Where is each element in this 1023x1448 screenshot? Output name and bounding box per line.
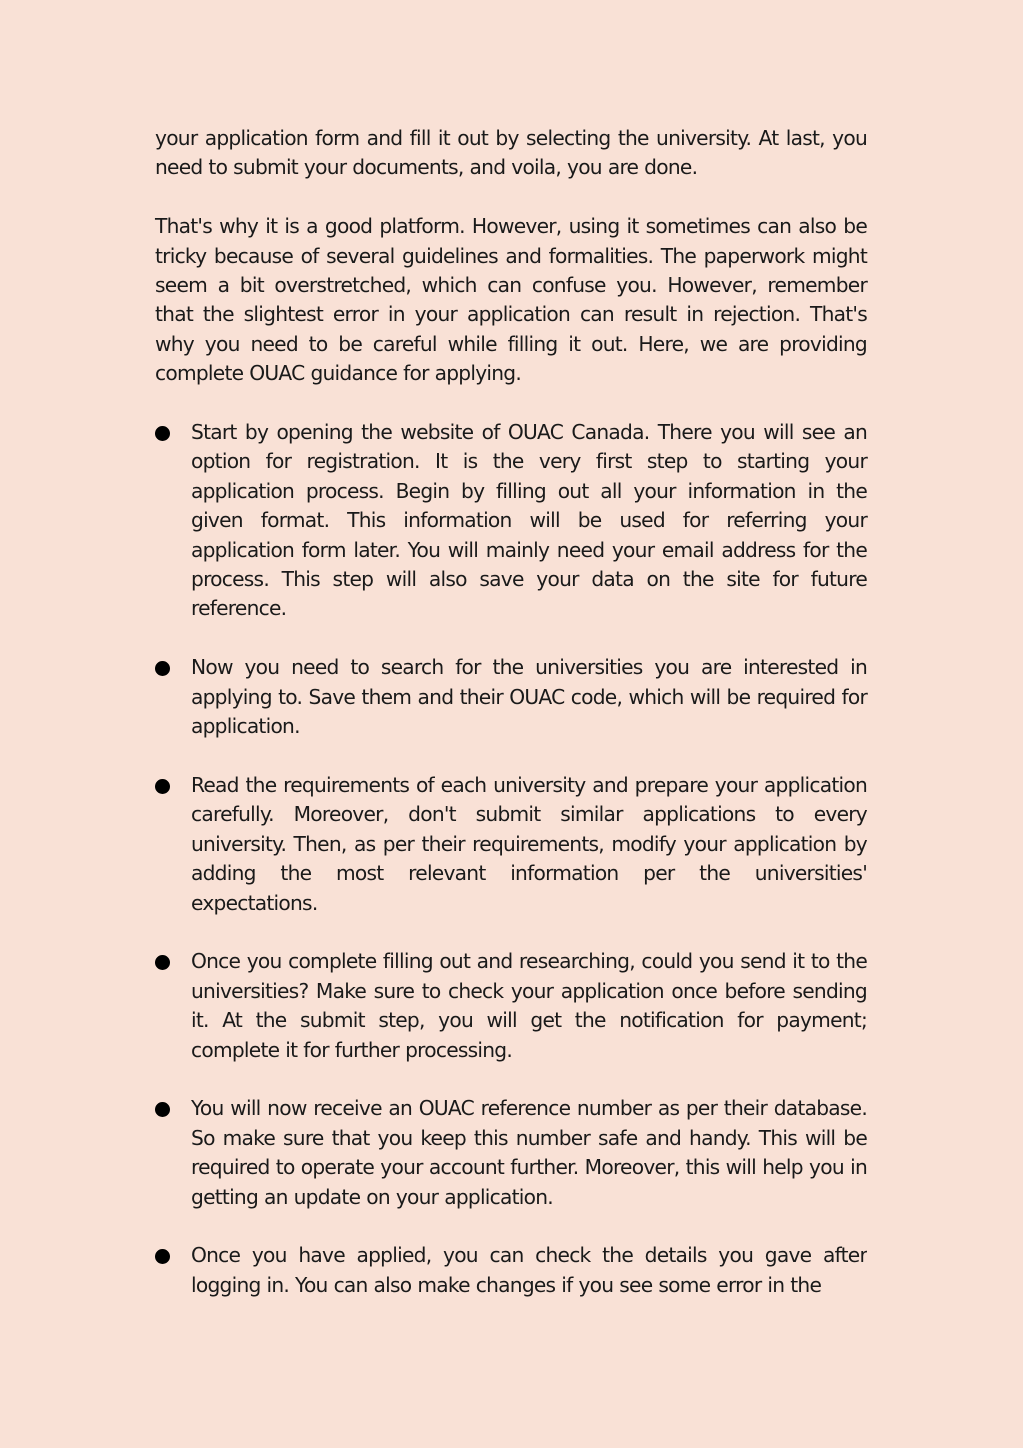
- list-item: [155, 1241, 867, 1300]
- list-item: [155, 1094, 867, 1212]
- list-item: [155, 653, 867, 741]
- list-item: [155, 947, 867, 1065]
- bullet-list: [155, 418, 867, 1300]
- list-item-text: Once you have applied, you can check the details you gave after logging in. You can also make changes if you see some error in the: [191, 1243, 867, 1297]
- list-item-text: Read the requirements of each university and prepare your application carefully. Moreover, don't submit similar applications to every university. Then, as per their requirements, modify your application by adding the most relevant information per the universities' expectations.: [191, 772, 867, 915]
- list-item-text: Now you need to search for the universities you are interested in applying to. Save them and their OUAC code, which will be required for application.: [191, 655, 867, 739]
- list-item: [155, 418, 867, 624]
- list-item-text: You will now receive an OUAC reference number as per their database. So make sure that you keep this number safe and handy. This will be required to operate your account further. Moreover, this will help you in getting an update on your application.: [191, 1096, 867, 1209]
- bullet-icon: [155, 426, 170, 441]
- bullet-icon: [155, 1102, 170, 1117]
- list-item-text: Start by opening the website of OUAC Canada. There you will see an option for registration. It is the very first step to starting your application process. Begin by filling out all your information in the given format. This information will be used for referring your application form later. You will mainly need your email address for the process. This step will also save your data on the site for future reference.: [191, 420, 867, 621]
- paragraph: your application form and fill it out by selecting the university. At last, you need to submit your documents, and voila, you are done.: [155, 126, 867, 180]
- bullet-icon: [155, 1249, 170, 1264]
- list-item: [155, 771, 867, 918]
- bullet-icon: [155, 779, 170, 794]
- bullet-icon: [155, 955, 170, 970]
- list-item-text: Once you complete filling out and researching, could you send it to the universities? Make sure to check your application once before sending it. At the submit step, you will get the notification for payment; complete it for further processing.: [191, 949, 867, 1062]
- bullet-icon: [155, 661, 170, 676]
- paragraph: That's why it is a good platform. However, using it sometimes can also be tricky because of several guidelines and formalities. The paperwork might seem a bit overstretched, which can confuse you. However, remember that the slightest error in your application can result in rejection. That's why you need to be careful while filling it out. Here, we are providing complete OUAC guidance for applying.: [155, 214, 867, 386]
- document-body: [155, 124, 867, 1300]
